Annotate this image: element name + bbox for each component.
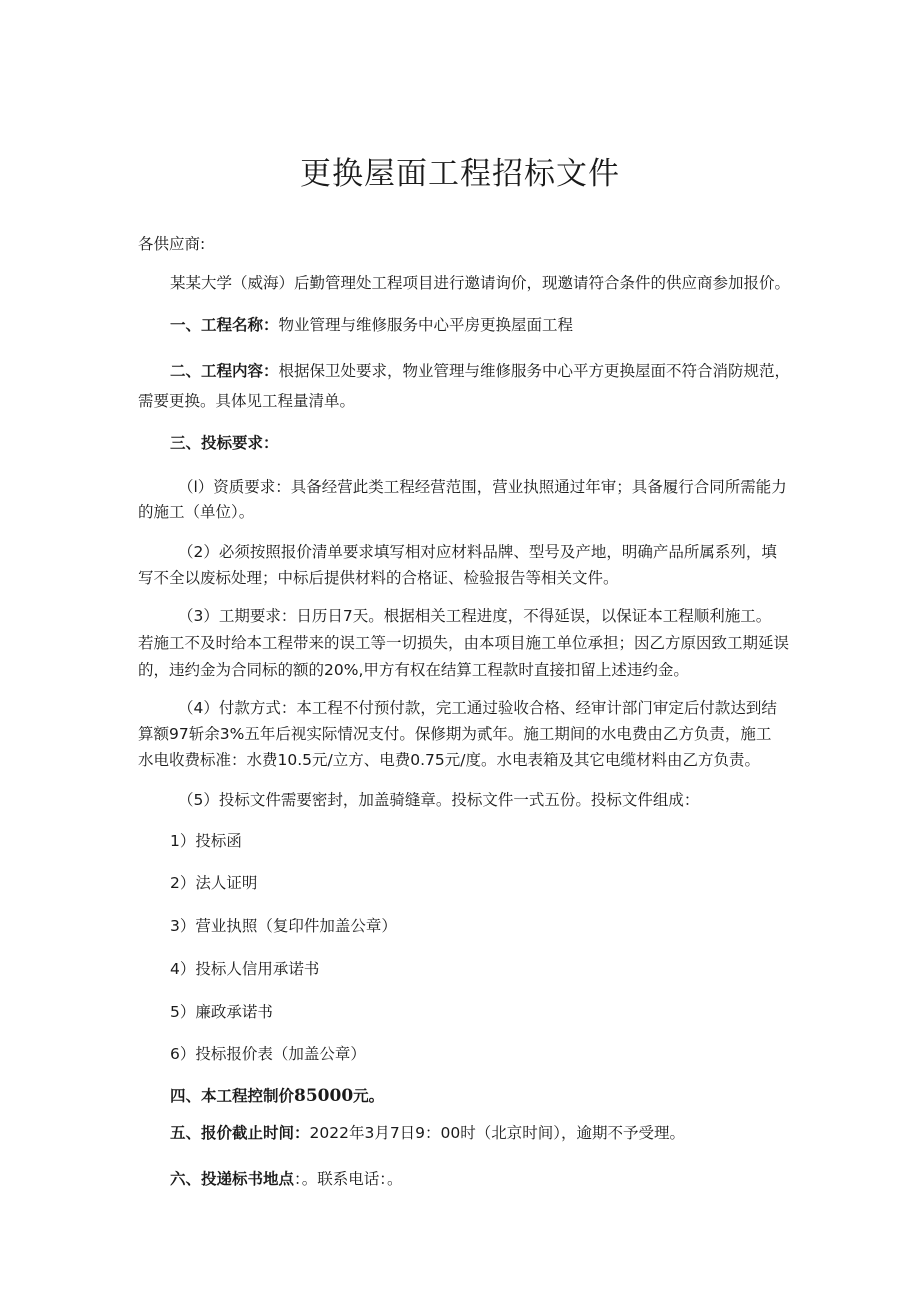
requirement-5-line1: （5）投标文件需要密封，加盖骑缝章。投标文件一式五份。投标文件组成：: [178, 791, 700, 809]
section-5: [170, 1122, 685, 1144]
section-1-heading: 一、工程名称：: [170, 316, 279, 334]
intro-paragraph: 某某大学（威海）后勤管理处工程项目进行邀请询价，现邀请符合条件的供应商参加报价。: [170, 274, 791, 292]
requirement-4-line3: 水电收费标准：水费10.5元/立方、电费0.75元/度。水电表箱及其它电缆材料由乙方负责。: [138, 751, 760, 769]
requirement-2-line2: 写不全以废标处理；中标后提供材料的合格证、检验报告等相关文件。: [138, 569, 619, 587]
list-item: 3）营业执照（复印件加盖公章）: [170, 917, 397, 935]
section-4: [170, 1085, 384, 1107]
section-4-heading: 四、本工程控制价: [170, 1087, 295, 1105]
requirement-1-line2: 的施工（单位）。: [138, 503, 255, 521]
section-6: [170, 1168, 403, 1190]
section-5-heading: 五、报价截止时间：: [170, 1124, 310, 1142]
requirement-2-line1: （2）必须按照报价清单要求填写相对应材料品牌、型号及产地，明确产品所属系列，填: [178, 543, 777, 561]
section-2-text-line1: 根据保卫处要求，物业管理与维修服务中心平方更换屋面不符合消防规范，: [278, 362, 791, 380]
section-2-text-line2: 需要更换。具体见工程量清单。: [138, 392, 356, 410]
section-6-text: ：。联系电话：。: [294, 1170, 403, 1188]
section-5-text: 2022年3月7日9：00时（北京时间），逾期不予受理。: [309, 1124, 686, 1142]
requirement-3-line1: （3）工期要求：日历日7天。根据相关工程进度，不得延误，以保证本工程顺利施工。: [178, 607, 772, 625]
list-item: 5）廉政承诺书: [170, 1003, 273, 1021]
section-1-text: 物业管理与维修服务中心平房更换屋面工程: [278, 316, 574, 334]
document-title: 更换屋面工程招标文件: [300, 156, 620, 192]
requirement-3-line2: 若施工不及时给本工程带来的误工等一切损失，由本项目施工单位承担；因乙方原因致工期延误: [138, 634, 790, 652]
requirement-1-line1: （l）资质要求：具备经营此类工程经营范围，营业执照通过年审；具备履行合同所需能力: [178, 478, 787, 496]
salutation: 各供应商:: [138, 235, 206, 253]
list-item: 4）投标人信用承诺书: [170, 960, 320, 978]
list-item: 2）法人证明: [170, 874, 258, 892]
list-item: 1）投标函: [170, 832, 242, 850]
requirement-4-line2: 算额97斩余3%五年后视实际情况支付。保修期为贰年。施工期间的水电费由乙方负责，施工: [138, 725, 772, 743]
control-price: 85000: [294, 1086, 354, 1106]
section-1: [170, 314, 573, 336]
section-6-heading: 六、投递标书地点: [170, 1170, 295, 1188]
section-2-heading: 二、工程内容：: [170, 362, 279, 380]
section-3-heading: 三、投标要求：: [170, 434, 279, 452]
requirement-4-line1: （4）付款方式：本工程不付预付款，完工通过验收合格、经审计部门审定后付款达到结: [178, 699, 777, 717]
list-item: 6）投标报价表（加盖公章）: [170, 1045, 366, 1063]
requirement-3-line3: 的，违约金为合同标的额的20%,甲方有权在结算工程款时直接扣留上述违约金。: [138, 661, 689, 679]
section-4-tail: 元。: [353, 1087, 385, 1105]
section-2: [170, 360, 790, 382]
